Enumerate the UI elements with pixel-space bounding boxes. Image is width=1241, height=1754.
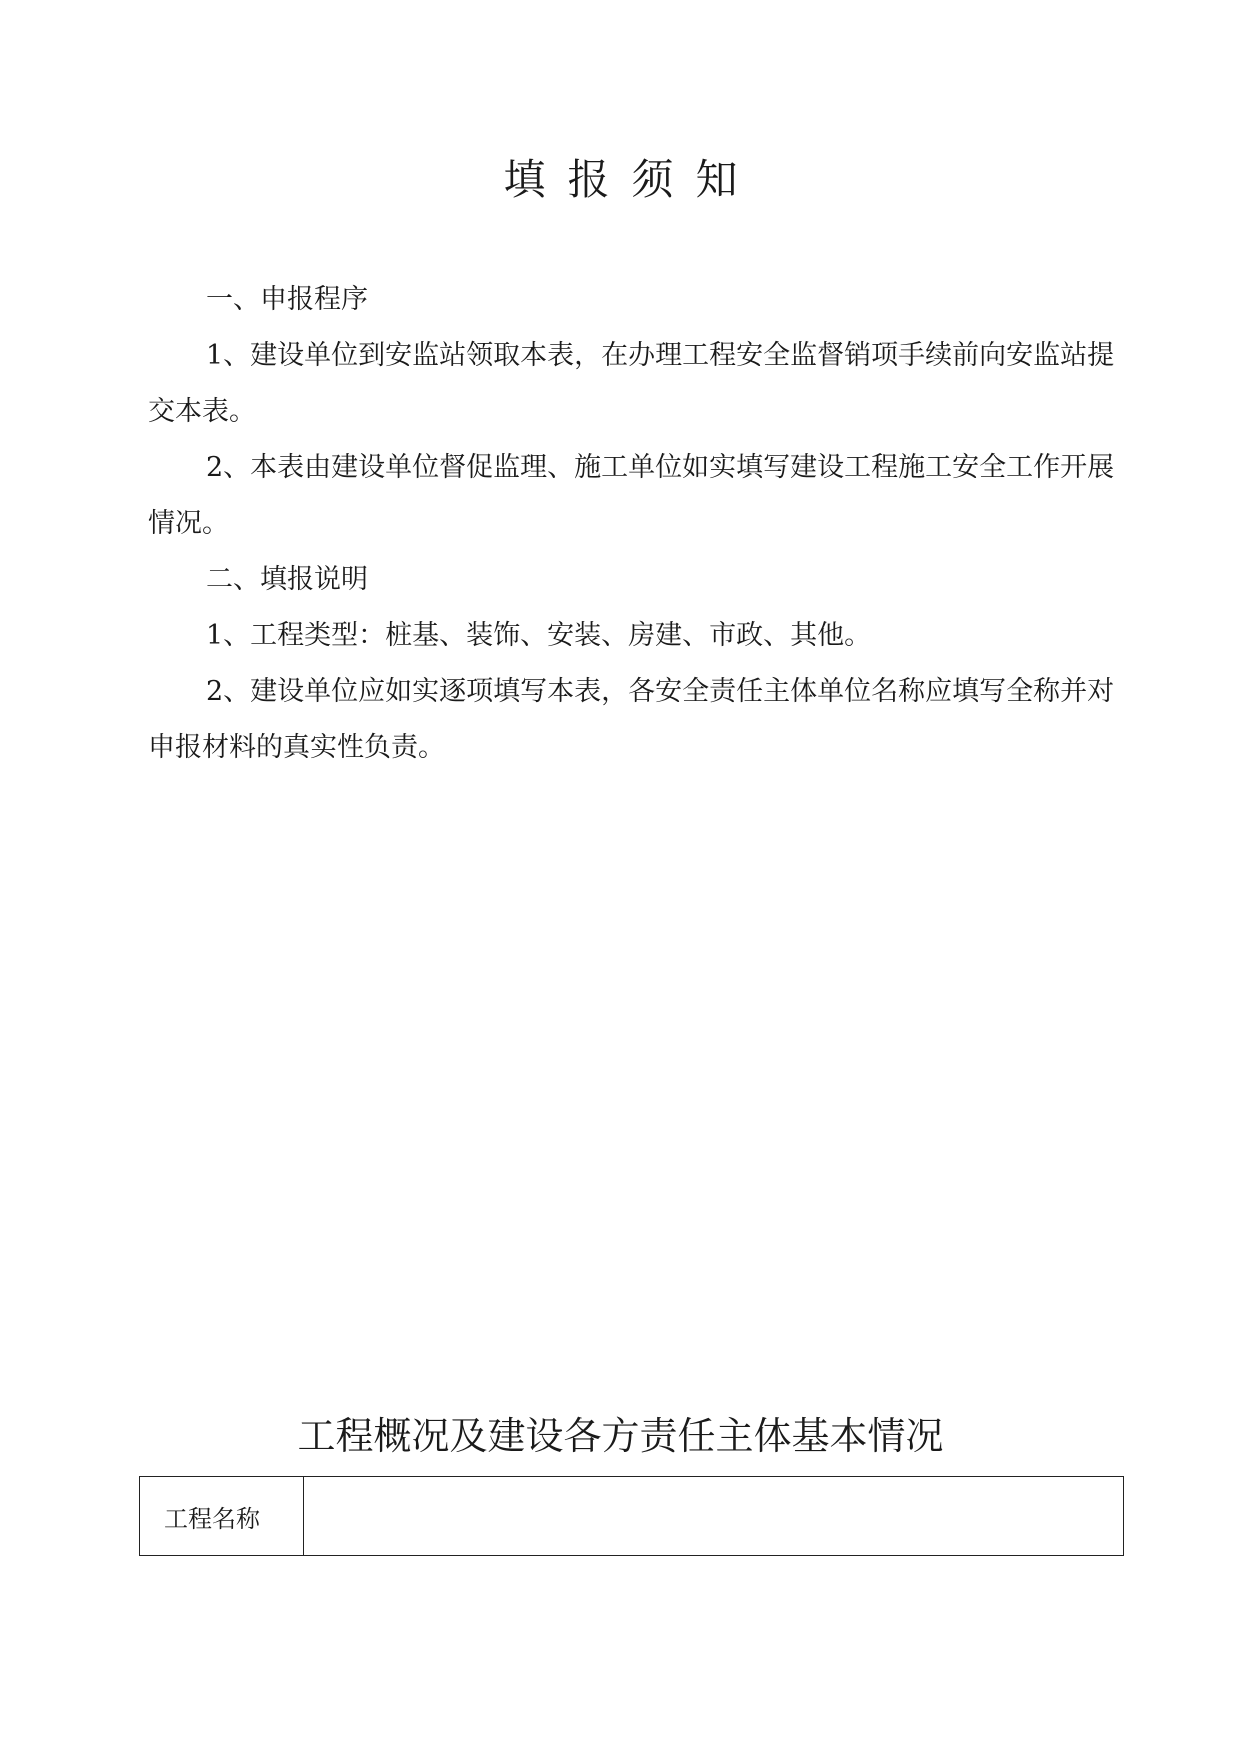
section-heading-instructions: 二、填报说明 (206, 564, 368, 595)
notice-body (148, 272, 1126, 776)
table-row (140, 1477, 1124, 1556)
section-heading-procedure: 一、申报程序 (206, 284, 368, 315)
procedure-item-2: 2、本表由建设单位督促监理、施工单位如实填写建设工程施工安全工作开展情况。 (148, 452, 1115, 539)
overview-table (139, 1476, 1124, 1556)
instruction-item-2: 2、建设单位应如实逐项填写本表，各安全责任主体单位名称应填写全称并对申报材料的真实性负责。 (148, 676, 1115, 763)
page-title: 填报须知 (503, 155, 760, 204)
project-name-value[interactable] (304, 1477, 1124, 1556)
procedure-item-1: 1、建设单位到安监站领取本表，在办理工程安全监督销项手续前向安监站提交本表。 (148, 340, 1115, 427)
project-name-label: 工程名称 (140, 1477, 304, 1556)
instruction-item-1: 1、工程类型：桩基、装饰、安装、房建、市政、其他。 (206, 620, 872, 651)
overview-title: 工程概况及建设各方责任主体基本情况 (297, 1414, 944, 1458)
